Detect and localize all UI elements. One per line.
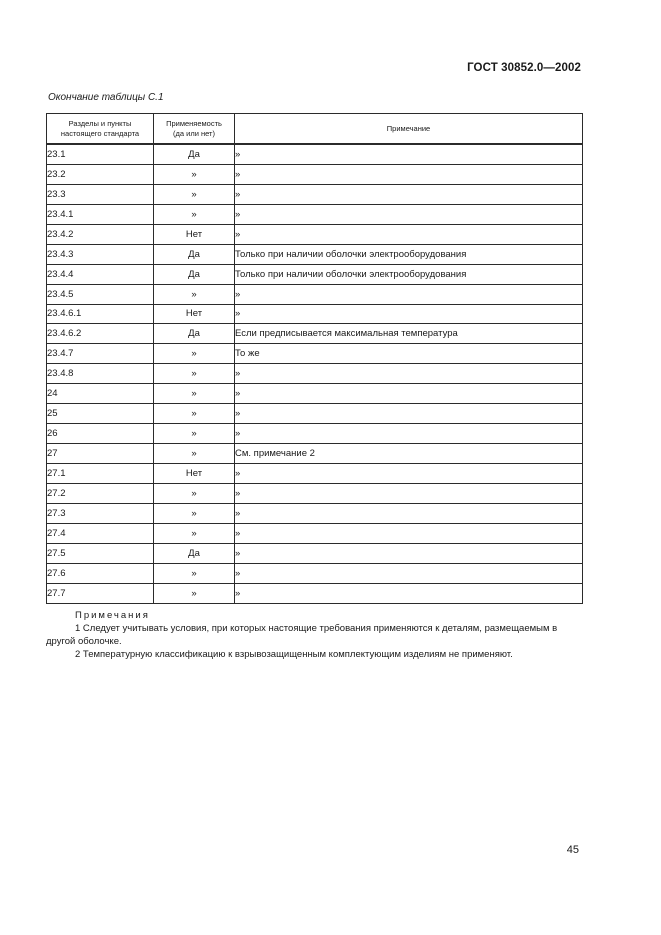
table-row — [47, 483, 583, 503]
table-row — [47, 384, 583, 404]
cell-note: » — [235, 384, 583, 404]
table-row — [47, 244, 583, 264]
cell-section: 27 — [47, 444, 154, 464]
cell-note: » — [235, 503, 583, 523]
cell-note: » — [235, 284, 583, 304]
table-row — [47, 264, 583, 284]
header-applicability: Применяемость (да или нет) — [154, 114, 235, 145]
cell-section: 23.4.1 — [47, 204, 154, 224]
cell-note: » — [235, 404, 583, 424]
cell-applicability: » — [154, 164, 235, 184]
cell-section: 27.3 — [47, 503, 154, 523]
cell-note: » — [235, 164, 583, 184]
cell-applicability: Да — [154, 244, 235, 264]
cell-section: 23.1 — [47, 144, 154, 164]
table-row — [47, 444, 583, 464]
cell-applicability: » — [154, 384, 235, 404]
cell-note: См. примечание 2 — [235, 444, 583, 464]
cell-applicability: » — [154, 184, 235, 204]
cell-section: 27.7 — [47, 583, 154, 603]
table-row — [47, 304, 583, 324]
cell-note: » — [235, 543, 583, 563]
table-row — [47, 284, 583, 304]
cell-note: Если предписывается максимальная температура — [235, 324, 583, 344]
table-body — [47, 144, 583, 603]
table-row — [47, 144, 583, 164]
cell-section: 27.4 — [47, 523, 154, 543]
cell-section: 23.4.3 — [47, 244, 154, 264]
cell-applicability: » — [154, 344, 235, 364]
table-row — [47, 204, 583, 224]
notes-title: Примечания — [75, 610, 150, 621]
cell-note: » — [235, 304, 583, 324]
cell-applicability: » — [154, 563, 235, 583]
cell-section: 23.4.4 — [47, 264, 154, 284]
cell-applicability: » — [154, 364, 235, 384]
table-header-row — [47, 114, 583, 145]
cell-note: » — [235, 583, 583, 603]
table-row — [47, 563, 583, 583]
cell-note: » — [235, 483, 583, 503]
table-row — [47, 523, 583, 543]
cell-note: » — [235, 364, 583, 384]
document-code: ГОСТ 30852.0—2002 — [467, 62, 581, 74]
header-sections: Разделы и пункты настоящего стандарта — [47, 114, 154, 145]
cell-section: 23.4.2 — [47, 224, 154, 244]
table-row — [47, 464, 583, 484]
cell-section: 23.3 — [47, 184, 154, 204]
table-row — [47, 344, 583, 364]
cell-applicability: » — [154, 583, 235, 603]
cell-section: 23.4.5 — [47, 284, 154, 304]
header-note: Примечание — [235, 114, 583, 145]
cell-applicability: » — [154, 503, 235, 523]
cell-applicability: Нет — [154, 464, 235, 484]
cell-section: 27.5 — [47, 543, 154, 563]
cell-note: » — [235, 464, 583, 484]
cell-section: 23.2 — [47, 164, 154, 184]
cell-note: » — [235, 204, 583, 224]
table-row — [47, 164, 583, 184]
cell-section: 27.6 — [47, 563, 154, 583]
cell-note: Только при наличии оболочки электрооборудования — [235, 244, 583, 264]
cell-section: 24 — [47, 384, 154, 404]
cell-section: 27.2 — [47, 483, 154, 503]
table-caption: Окончание таблицы С.1 — [48, 92, 164, 103]
cell-note: » — [235, 224, 583, 244]
notes-block — [46, 609, 583, 661]
note-item: 2 Температурную классификацию к взрывозащищенным комплектующим изделиям не применяют. — [75, 649, 513, 660]
cell-applicability: » — [154, 284, 235, 304]
table-row — [47, 324, 583, 344]
notes-items — [46, 622, 583, 661]
table-row — [47, 224, 583, 244]
cell-applicability: » — [154, 424, 235, 444]
page-number: 45 — [566, 844, 579, 856]
table-row — [47, 184, 583, 204]
cell-applicability: Да — [154, 264, 235, 284]
cell-applicability: » — [154, 404, 235, 424]
cell-applicability: » — [154, 204, 235, 224]
cell-section: 27.1 — [47, 464, 154, 484]
cell-applicability: » — [154, 444, 235, 464]
cell-note: Только при наличии оболочки электрооборудования — [235, 264, 583, 284]
cell-section: 25 — [47, 404, 154, 424]
table-row — [47, 503, 583, 523]
cell-note: То же — [235, 344, 583, 364]
table-row — [47, 364, 583, 384]
cell-applicability: » — [154, 483, 235, 503]
table-row — [47, 583, 583, 603]
cell-note: » — [235, 184, 583, 204]
cell-note: » — [235, 563, 583, 583]
cell-section: 23.4.6.2 — [47, 324, 154, 344]
cell-applicability: Нет — [154, 304, 235, 324]
cell-applicability: Да — [154, 543, 235, 563]
cell-applicability: Да — [154, 144, 235, 164]
cell-section: 23.4.6.1 — [47, 304, 154, 324]
cell-applicability: Да — [154, 324, 235, 344]
cell-note: » — [235, 424, 583, 444]
cell-note: » — [235, 523, 583, 543]
table-row — [47, 404, 583, 424]
table-row — [47, 543, 583, 563]
note-item: 1 Следует учитывать условия, при которых настоящие требования применяются к деталям, размещаемым в другой оболочке. — [46, 623, 558, 647]
cell-applicability: Нет — [154, 224, 235, 244]
cell-section: 23.4.7 — [47, 344, 154, 364]
cell-section: 26 — [47, 424, 154, 444]
applicability-table — [46, 113, 583, 604]
cell-applicability: » — [154, 523, 235, 543]
cell-section: 23.4.8 — [47, 364, 154, 384]
cell-note: » — [235, 144, 583, 164]
table-row — [47, 424, 583, 444]
